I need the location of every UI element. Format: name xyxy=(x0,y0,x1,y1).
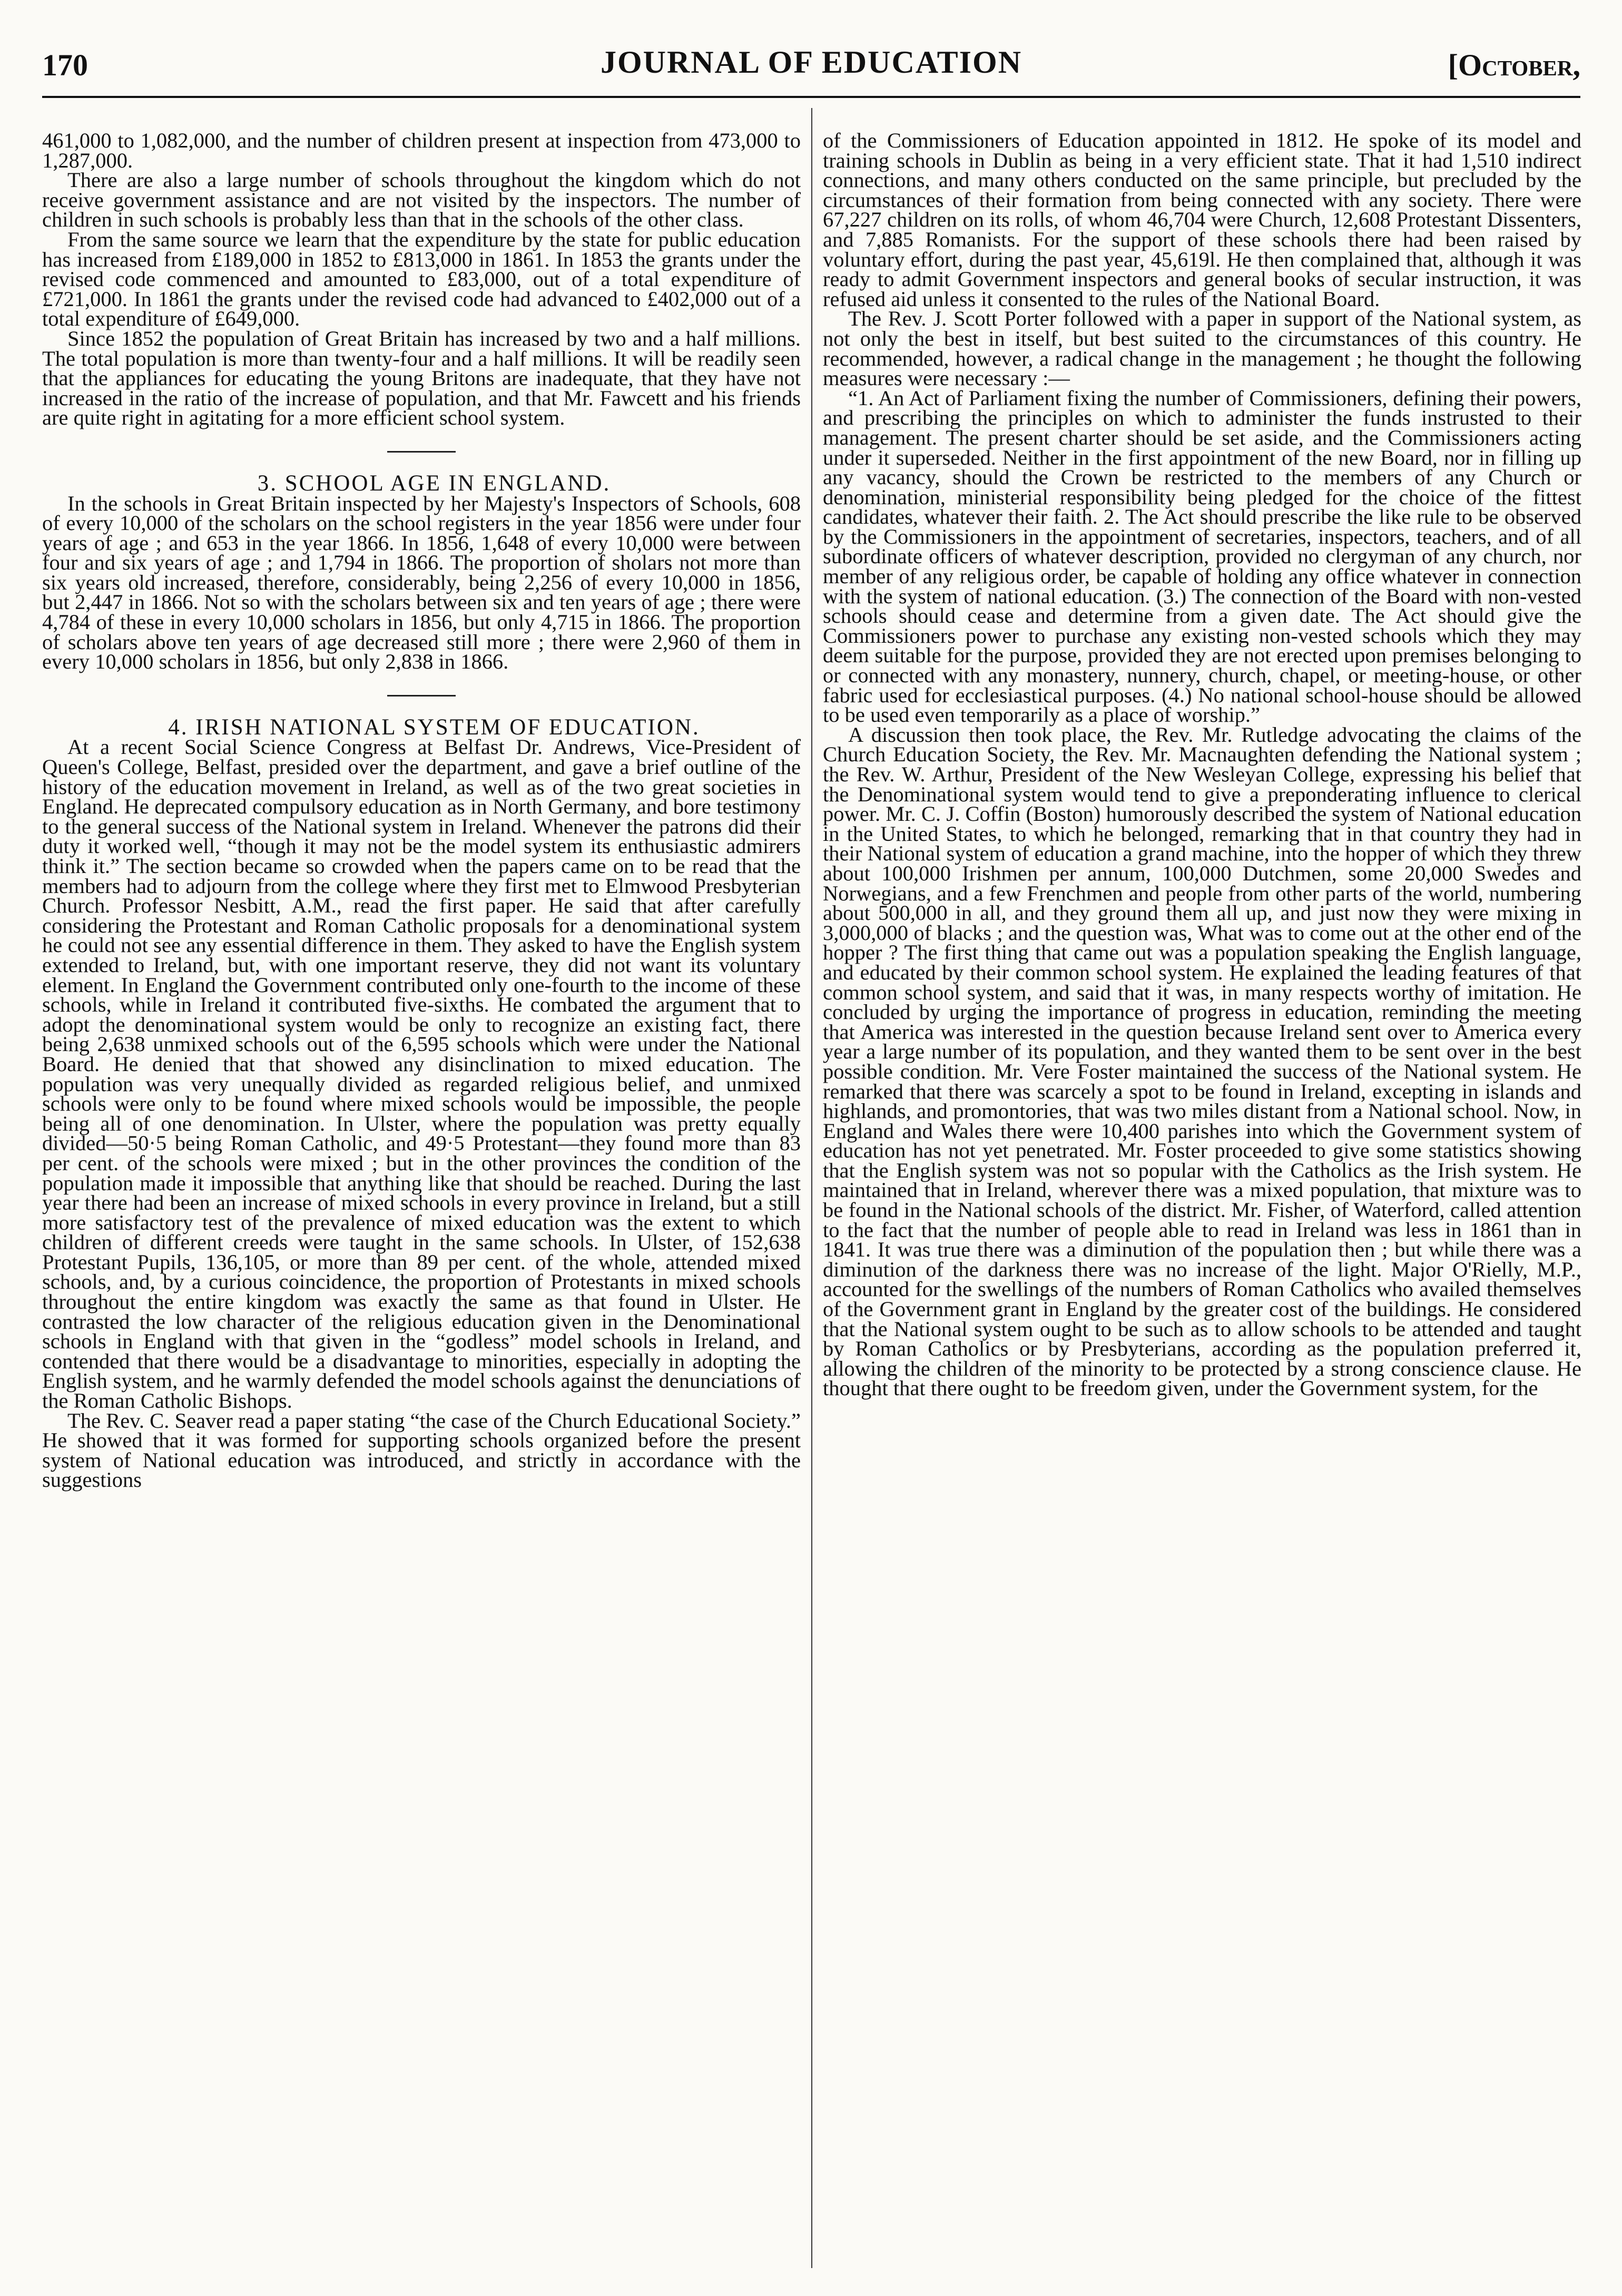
paragraph: In the schools in Great Britain inspected by her Majesty's Inspectors of Schools, 608 of every 10,000 of the scholars on the school registers in the year 1856 were under four years of age ; and 653 in the year 1866. In 1856, 1,648 of every 10,000 were between four and six years of age ; and 1,794 in 1866. The proportion of sholars not more than six years old increased, therefore, considerably, being 2,256 of every 10,000 in 1856, but 2,447 in 1866. Not so with the scholars between six and ten years of age ; there were 4,784 of these in every 10,000 scholars in 1856, but only 4,715 in 1866. The proportion of scholars above ten years of age decreased still more ; there were 2,960 of them in every 10,000 scholars in 1856, but only 2,838 in 1866. xyxy=(42,491,801,674)
paragraph: Since 1852 the population of Great Britain has increased by two and a half millions. The total population is more than twenty-four and a half millions. It will be readily seen that the appliances for educating the young Britons are inadequate, that they have not increased in the ratio of the increase of population, and that Mr. Fawcett and his friends are quite right in agitating for a more efficient school system. xyxy=(42,326,801,430)
right-column xyxy=(823,131,1581,2270)
journal-title: JOURNAL OF EDUCATION xyxy=(600,45,1023,80)
paragraph: The Rev. C. Seaver read a paper stating “the case of the Church Educational Society.” He showed that it was formed for supporting schools organized before the present system of National education was introduced, and strictly in accordance with the suggestions xyxy=(42,1408,801,1492)
quoted-measures: “1. An Act of Parliament fixing the number of Commissioners, defining their powers, and prescribing the principles on which to administer the funds instrusted to their management. The present charter should be set aside, and the Commissioners acting under it superseded. Neither in the first appointment of the new Board, nor in filling up any vacancy, should the Crown be restricted to the members of any Church or denomination, ministerial responsibility being pledged for the choice of the fittest candidates, whatever their faith. 2. The Act should prescribe the like rule to be observed by the Commissioners in the appointment of secretaries, inspectors, teachers, and of all subordinate officers of whatever description, provided no clergyman of any church, nor member of any religious order, be capable of holding any office whatever in connection with the system of national education. (3.) The connection of the Board with non-vested schools should cease and determine from a given date. The Act should give the Commissioners power to purchase any existing non-vested schools which they may deem suitable for the purpose, provided they are not erected upon premises belonging to or connected with any monastery, nunnery, church, chapel, or meeting-house, or other fabric used for ecclesiastical purposes. (4.) No national school-house should be allowed to be used even temporarily as a place of worship.” xyxy=(823,386,1581,727)
section-rule xyxy=(387,695,456,696)
paragraph: At a recent Social Science Congress at Belfast Dr. Andrews, Vice-President of Queen's College, Belfast, presided over the department, and gave a brief outline of the history of the education movement in Ireland, as well as of the two great societies in England. He deprecated compulsory education as in North Germany, and bore testimony to the general success of the National system in Ireland. Whenever the patrons did their duty it worked well, “though it may not be the model system its enthusiastic admirers think it.” The section became so crowded when the papers came on to be read that the members had to adjourn from the college where they first met to Elmwood Presbyterian Church. Professor Nesbitt, A.M., read the first paper. He said that after carefully considering the Protestant and Roman Catholic proposals for a denominational system he could not see any essential difference in them. They asked to have the English system extended to Ireland, but, with one important reserve, they did not want its voluntary element. In England the Government contributed only one-fourth to the income of these schools, while in Ireland it contributed five-sixths. He combated the argument that to adopt the denominational system would be only to recognize an existing fact, there being 2,638 unmixed schools out of the 6,595 schools which were under the National Board. He denied that that showed any disinclination to mixed education. The population was very unequally divided as regarded religious belief, and unmixed schools were only to be found where mixed schools would be impossible, the people being all of one denomination. In Ulster, where the population was pretty equally divided—50·5 being Roman Catholic, and 49·5 Protestant—they found more than 83 per cent. of the schools were mixed ; but in the other provinces the condition of the population made it impossible that anything like that should be reached. During the last year there had been an increase of mixed schools in every province in Ireland, but a still more satisfactory test of the prevalence of mixed education was the extent to which children of different creeds were taught in the same schools. In Ulster, of 152,638 Protestant Pupils, 136,105, or more than 89 per cent. of the whole, attended mixed schools, and, by a curious coincidence, the proportion of Protestants in mixed schools throughout the entire kingdom was exactly the same as that found in Ulster. He contrasted the low character of the religious education given in the Denominational schools in England with that given in the “godless” model schools in Ireland, and contended that there would be a disadvantage to minorities, especially in adopting the English system, and he warmly defended the model schools against the denunciations of the Roman Catholic Bishops. xyxy=(42,735,801,1413)
paragraph: of the Commissioners of Education appointed in 1812. He spoke of its model and training schools in Dublin as being in a very efficient state. That it had 1,510 indirect connections, and many others conducted on the same principle, but precluded by the circumstances of their formation from being connected with any society. There were 67,227 children on its rolls, of whom 46,704 were Church, 12,608 Protestant Dissenters, and 7,885 Romanists. For the support of these schools there had been raised by voluntary effort, during the past year, 45,619l. He then complained that, although it was ready to admit Government inspectors and general books of secular instruction, it was refused aid unless it consented to the rules of the National Board. xyxy=(823,131,1581,311)
section-heading: 3. SCHOOL AGE IN ENGLAND. xyxy=(257,470,611,496)
paragraph: 461,000 to 1,082,000, and the number of children present at inspection from 473,000 to 1,287,000. xyxy=(42,131,801,172)
page-header xyxy=(42,38,1580,98)
paragraph: The Rev. J. Scott Porter followed with a paper in support of the National system, as not only the best in itself, but best suited to the circumstances of this country. He recommended, however, a radical change in the management ; he thought the following measures were necessary :— xyxy=(823,307,1581,390)
column-divider xyxy=(811,108,812,2268)
paragraph: From the same source we learn that the expenditure by the state for public education has increased from £189,000 in 1852 to £813,000 in 1861. In 1853 the grants under the revised code commenced and amounted to £83,000, out of a total expenditure of £721,000. In 1861 the grants under the revised code had advanced to £402,000 out of a total expenditure of £649,000. xyxy=(42,227,801,331)
paragraph: A discussion then took place, the Rev. Mr. Rutledge advocating the claims of the Church Education Society, the Rev. Mr. Macnaughten defending the National system ; the Rev. W. Arthur, President of the New Wesleyan College, expressing his belief that the Denominational system would tend to give a preponderating influence to clerical power. Mr. C. J. Coffin (Boston) humorously described the system of National education in the United States, to which he belonged, remarking that in that country they had in their National system of education a grand machine, into the hopper of which they threw about 100,000 Irishmen per annum, 100,000 Dutchmen, some 20,000 Swedes and Norwegians, and a few Frenchmen and people from other parts of the world, numbering about 500,000 in all, and they ground them all up, and just now they were mixing in 3,000,000 of blacks ; and the question was, What was to come out at the other end of the hopper ? The first thing that came out was a population speaking the English language, and educated by their common school system. He explained the leading features of that common school system, and said that it was, in many respects worthy of imitation. He concluded by urging the importance of progress in education, reminding the meeting that America was interested in the question because Ireland sent over to America every year a large number of its population, and they wanted them to be sent over in the best possible condition. Mr. Vere Foster maintained the success of the National system. He remarked that there was scarcely a spot to be found in Ireland, excepting in islands and highlands, and promontories, that was two miles distant from a National school. Now, in England and Wales there were 10,400 parishes into which the Government system of education has not yet penetrated. Mr. Foster proceeded to give some statistics showing that the English system was not so popular with the Catholics as the Irish system. He maintained that in Ireland, wherever there was a mixed population, that mixture was to be found in the National schools of the district. Mr. Fisher, of Waterford, called attention to the fact that the number of people able to read in Ireland was less in 1861 than in 1841. It was true there was a diminution of the population then ; but while there was a diminution of the darkness there was no increase of the light. Major O'Rielly, M.P., accounted for the swellings of the numbers of Roman Catholics who availed themselves of the Government grant in England by the greater cost of the buildings. He considered that the National system ought to be such as to allow schools to be attended and taught by Roman Catholics or by Presbyterians, according as the population preferred it, allowing the children of the minority to be protected by a strong conscience clause. He thought that there ought to be freedom given, under the Government system, for the xyxy=(823,722,1581,1400)
issue-month: [October, xyxy=(1448,48,1580,82)
page-number: 170 xyxy=(42,48,88,82)
paragraph: There are also a large number of schools throughout the kingdom which do not receive government assistance and are not visited by the inspectors. The number of children in such schools is probably less than that in the schools of the other class. xyxy=(42,168,801,232)
left-column xyxy=(42,131,801,2270)
section-heading: 4. IRISH NATIONAL SYSTEM OF EDUCATION. xyxy=(168,714,700,740)
section-rule xyxy=(387,451,456,453)
